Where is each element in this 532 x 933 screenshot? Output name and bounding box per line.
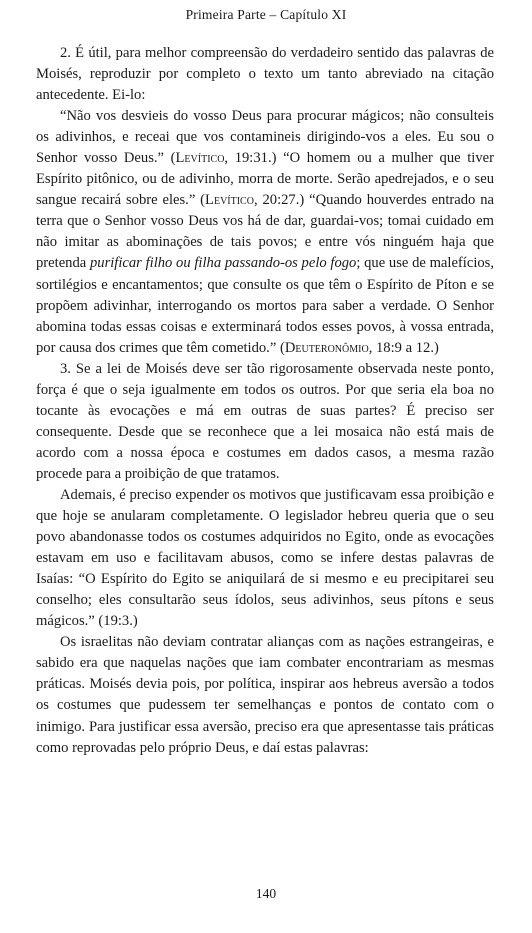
quotation-paragraph: [36, 106, 494, 359]
quote-text: , 18:9 a 12.): [368, 339, 439, 356]
quote-text: ; que use de malefícios, sortilégios e encantamentos; que consulte os que têm o Espírito de Píton e se propõem adivinhar, interrogando os mortos para saber a verdade. O Senhor abomina todas essas coisas e exterminará todos esses povos, à vossa entrada, por causa dos crimes que têm cometido.” (: [36, 255, 495, 356]
emphasis-text: purificar filho ou filha passando-os pelo fogo: [89, 255, 357, 272]
paragraph-israelitas: Os israelitas não deviam contratar alianças com as nações estrangeiras, e sabido era que naquelas nações que iam combater encontrariam as mesmas práticas. Moisés devia pois, por política, inspirar aos hebreus aversão a todos os costumes que pudessem ter semelhanças e pontos de contato com o inimigo. Para justificar essa aversão, preciso era que apresentasse tais práticas como reprovadas pelo próprio Deus, e daí estas palavras:: [36, 634, 494, 756]
citation-levitico-20: Levítico: [205, 192, 254, 209]
page-body: [36, 43, 494, 759]
paragraph-3: 3. Se a lei de Moisés deve ser tão rigorosamente observada neste ponto, força é que o seja igualmente em todos os outros. Por que seria ela boa no tocante às evocações e má em outras de suas partes? É preciso ser consequente. Desde que se reconhece que a lei mosaica não está mais de acordo com a nossa época e costumes em dados casos, a mesma razão procede para a proibição de que tratamos.: [36, 360, 494, 482]
citation-deuteronomio: Deuteronômio: [284, 339, 369, 356]
quote-text: , 19:31.) “O homem ou a mulher que tiver Espírito pitônico, ou de adivinho, morra de morte. Serão apedrejados, e o seu sangue recairá sobre eles.” (: [36, 150, 494, 209]
paragraph-ademais: Ademais, é preciso expender os motivos que justificavam essa proibição e que hoje se anularam completamente. O legislador hebreu queria que o seu povo abandonasse todos os costumes adquiridos no Egito, onde as evocações estavam em uso e facilitavam abusos, como se infere destas palavras de Isaías: “O Espírito do Egito se aniquilará de si mesmo e eu precipitarei seu conselho; eles consultarão seus ídolos, seus adivinhos, seus pítons e seus mágicos.” (19:3.): [36, 486, 494, 630]
quote-text: “Não vos desvieis do vosso Deus para procurar mágicos; não consulteis os adivinhos, e receai que vos contamineis dirigindo-vos a eles. Eu sou o Senhor vosso Deus.” (: [36, 108, 494, 167]
running-head: Primeira Parte – Capítulo XI: [185, 7, 347, 22]
quote-text: , 20:27.) “Quando houverdes entrado na terra que o Senhor vosso Deus vos há de dar, guardai-vos; tomai cuidado em não imitar as abominações de tais povos; e entre vós ninguém haja que pretenda: [36, 192, 494, 272]
paragraph-2: 2. É útil, para melhor compreensão do verdadeiro sentido das palavras de Moisés, reproduzir por completo o texto um tanto abreviado na citação antecedente. Ei-lo:: [36, 45, 494, 104]
page-number: 140: [255, 886, 277, 901]
citation-levitico-19: Levítico: [175, 150, 225, 167]
